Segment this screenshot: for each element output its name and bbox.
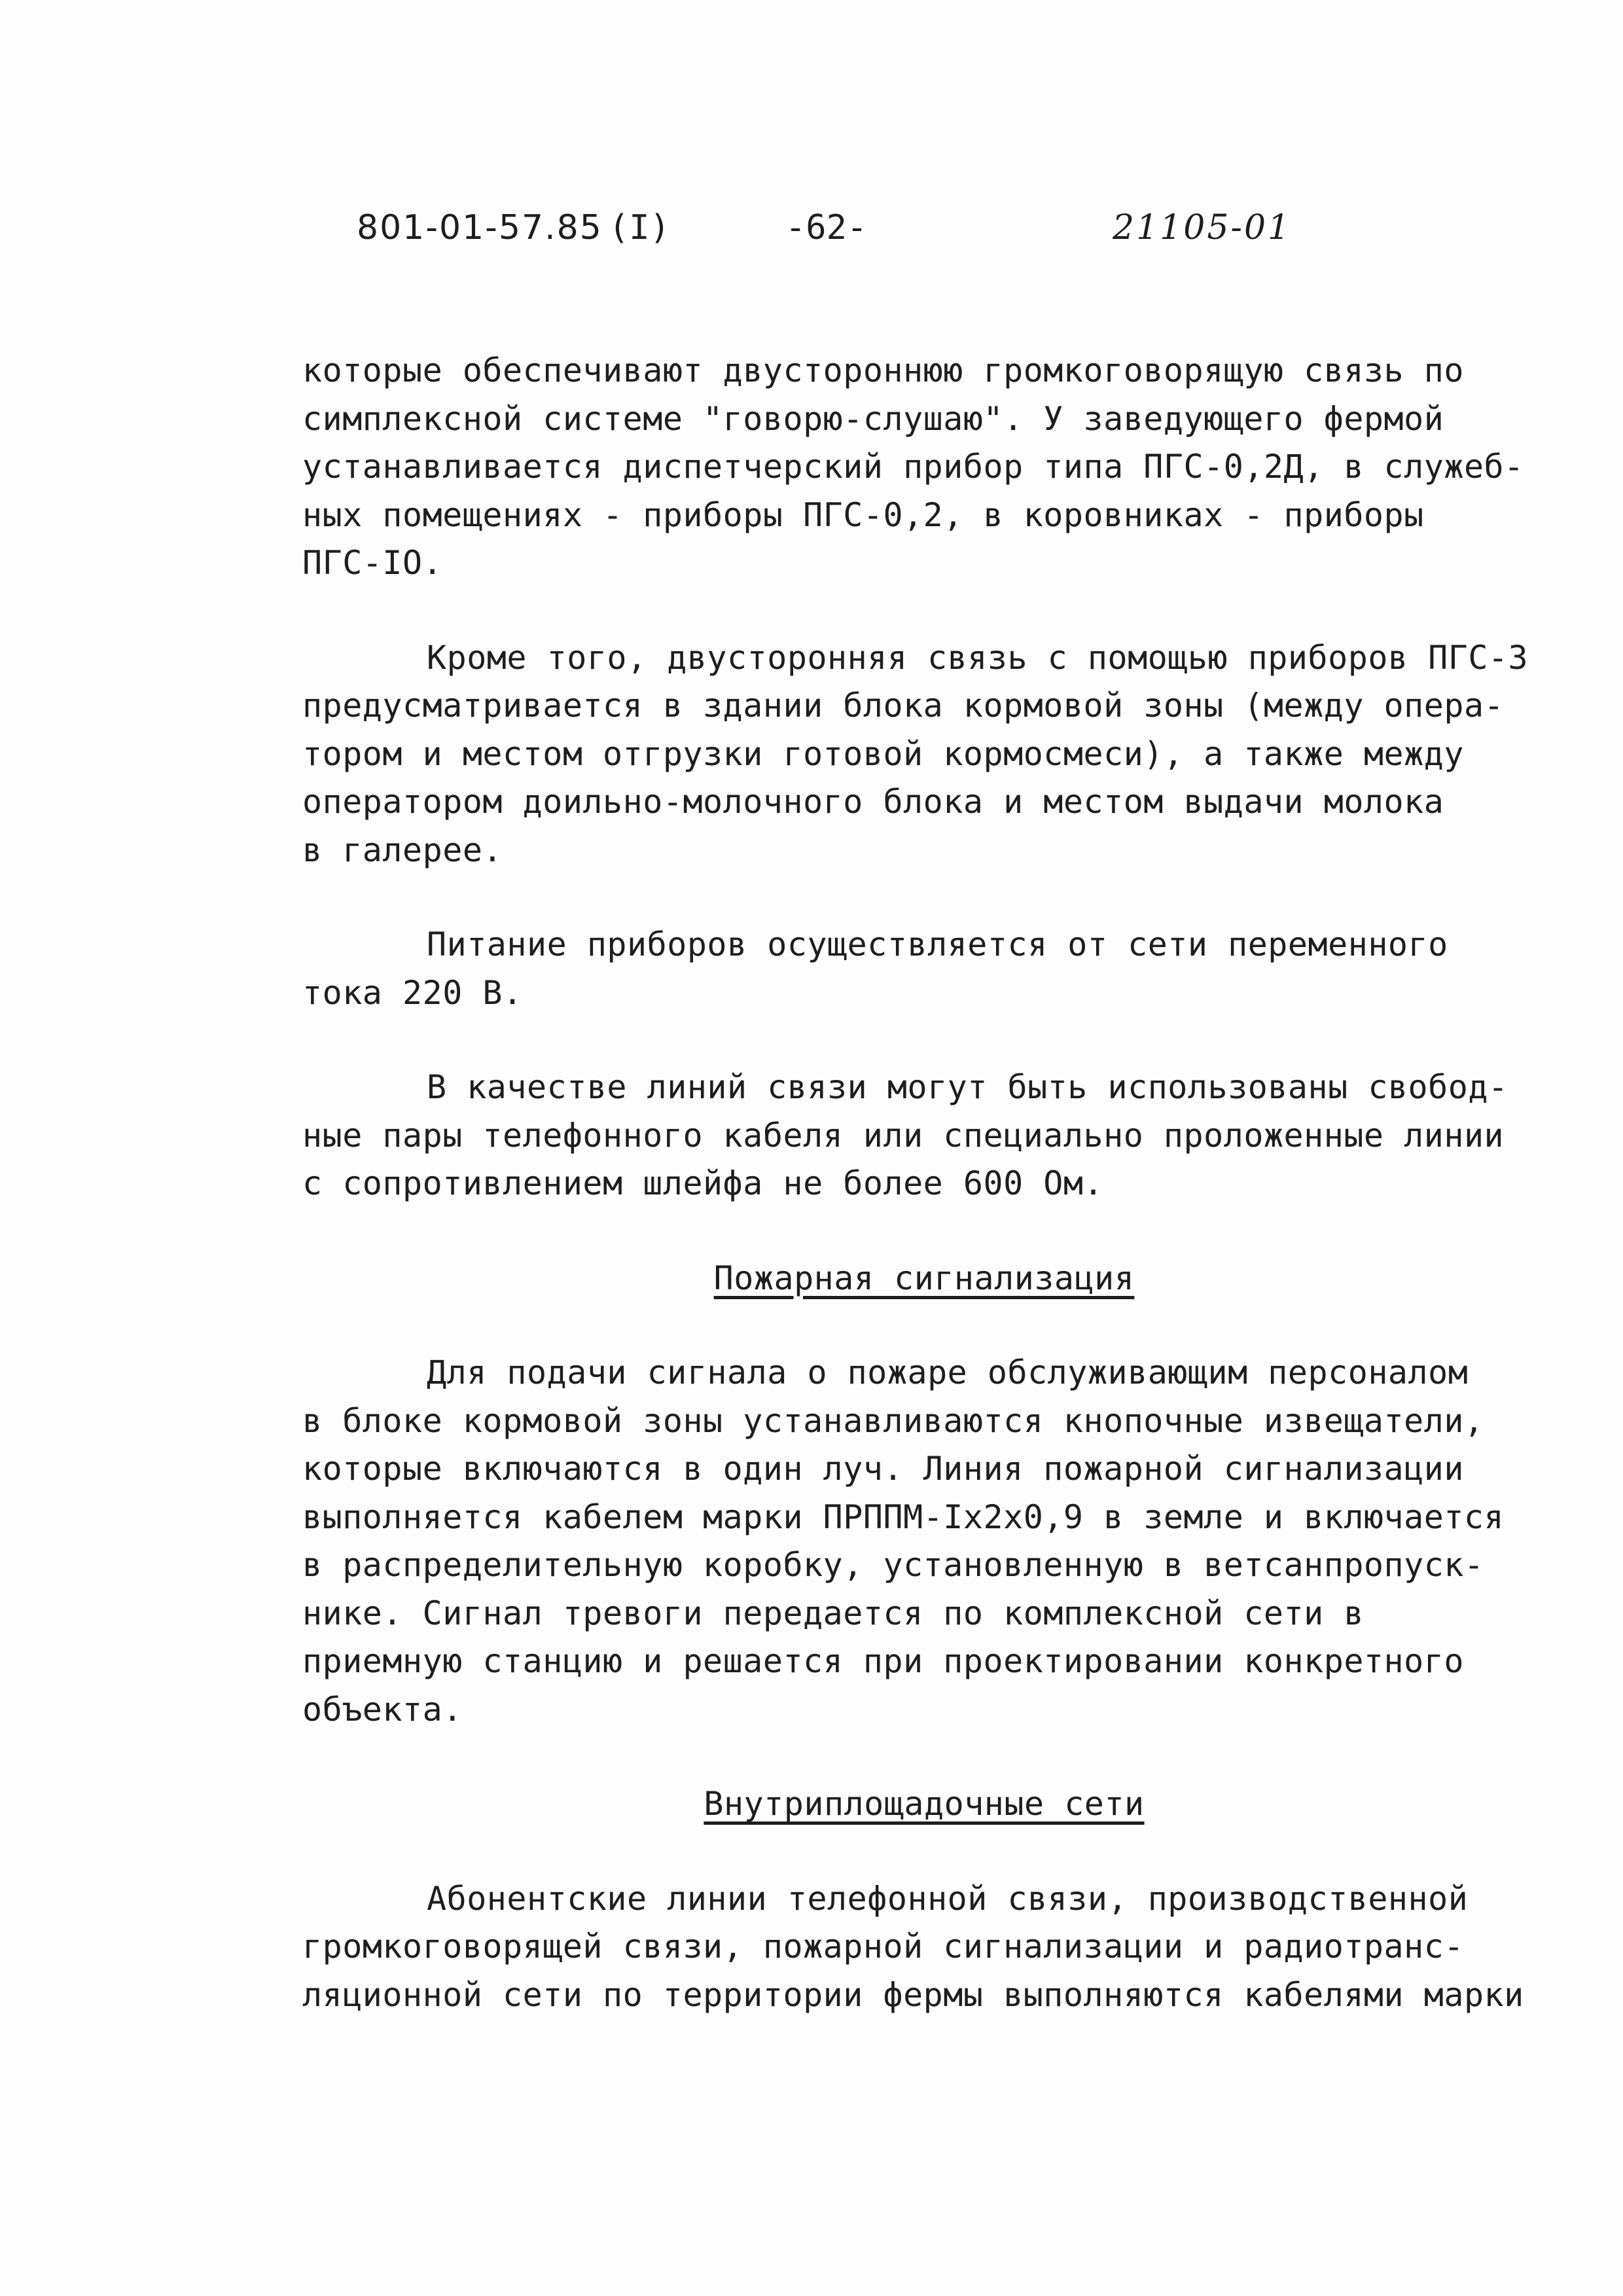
document-code: 801-01-57.85 [357, 208, 603, 247]
section-heading-site-networks: Внутриплощадочные сети [704, 1785, 1145, 1823]
document-part: (I) [609, 208, 670, 247]
page-number: -62- [785, 208, 868, 247]
section-heading-fire-alarm: Пожарная сигнализация [713, 1259, 1135, 1297]
paragraph-communication-lines: В качестве линий связи могут быть использованы свобод- ные пары телефонного кабеля или специально проложенные линии с сопротивлением шлейфа не более 600 Ом. [302, 1068, 1508, 1202]
page-header [0, 208, 1623, 260]
document-body [302, 347, 1546, 2019]
paragraph-two-way-link: Кроме того, двусторонняя связь с помощью приборов ПГС-3 предусматривается в здании блока кормовой зоны (между опера- тором и местом отгрузки готовой кормосмеси), а также между оператором доильно-молочного блока и местом выдачи молока в галерее. [302, 638, 1529, 869]
paragraph-continued: которые обеспечивают двустороннюю громкоговорящую связь по симплексной системе "говорю-слушаю". У заведующего фермой устанавливается диспетчерский прибор типа ПГС-0,2Д, в служеб- ных помещениях - приборы ПГС-0,2, в коровниках - приборы ПГС-IO. [302, 351, 1524, 582]
paragraph-power-supply: Питание приборов осуществляется от сети переменного тока 220 В. [302, 925, 1448, 1012]
paragraph-site-networks: Абонентские линии телефонной связи, производственной громкоговорящей связи, пожарной сигнализации и радиотранс- ляционной сети по территории фермы выполняются кабелями марки [302, 1879, 1524, 2014]
handwritten-stamp: 21105-01 [1113, 208, 1292, 247]
paragraph-fire-alarm: Для подачи сигнала о пожаре обслуживающим персоналом в блоке кормовой зоны устанавливаются кнопочные извещатели, которые включаются в один луч. Линия пожарной сигнализации выполняется кабелем марки ПРППМ-Iх2х0,9 в земле и включается в распределительную коробку, установленную в ветсанпропуск- нике. Сигнал тревоги передается по комплексной сети в приемную станцию и решается при проектировании конкретного объекта. [302, 1354, 1505, 1729]
